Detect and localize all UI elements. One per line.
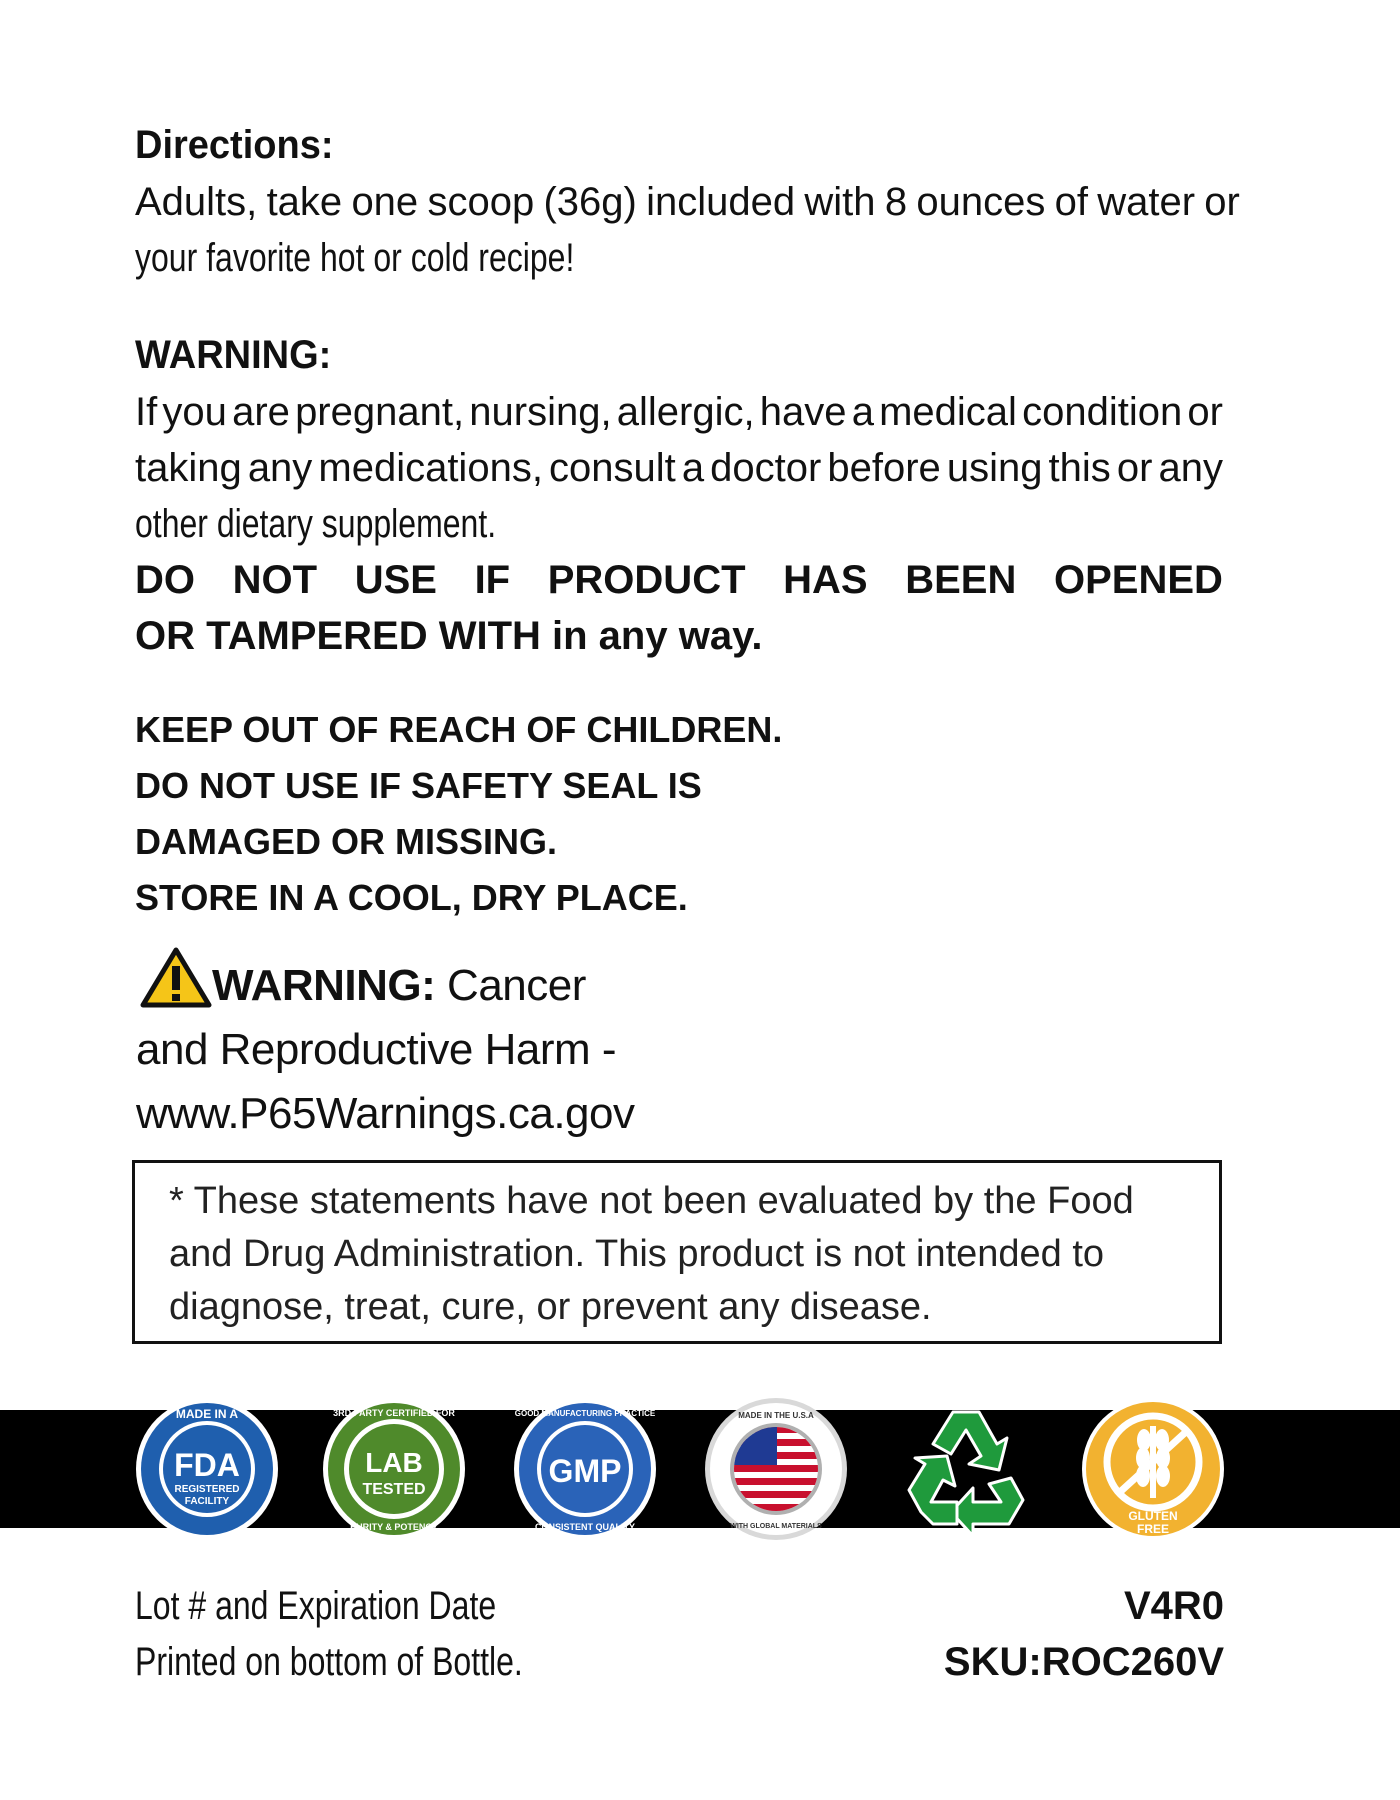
word: a — [851, 390, 874, 434]
word: are — [232, 390, 290, 434]
fda-sub2-text: FACILITY — [184, 1496, 230, 1507]
word: If — [135, 390, 158, 434]
tamper-line-2: OR TAMPERED WITH in any way. — [135, 614, 763, 658]
word: this — [1048, 446, 1111, 490]
recycle-icon — [893, 1396, 1039, 1542]
lab-tested-badge — [321, 1396, 467, 1542]
word: before — [827, 446, 941, 490]
prop65-line-2: and Reproductive Harm - — [136, 1025, 617, 1074]
word: DO — [135, 558, 195, 602]
word: you — [162, 390, 227, 434]
lab-main1-text: LAB — [365, 1447, 423, 1478]
word: taking — [135, 446, 242, 490]
product-codes — [944, 1578, 1224, 1690]
word: IF — [474, 558, 511, 602]
word: or — [1204, 180, 1240, 224]
word: or — [1187, 390, 1223, 434]
caution-section — [135, 702, 782, 926]
directions-section — [135, 120, 1240, 286]
word: using — [946, 446, 1043, 490]
gmp-bottom-text: CONSISTENT QUALITY — [534, 1522, 636, 1532]
word: consult — [549, 446, 676, 490]
tamper-line-1 — [135, 552, 1223, 608]
gmp-main-text: GMP — [548, 1453, 622, 1489]
word: PRODUCT — [547, 558, 746, 602]
version-code: V4R0 — [1123, 1584, 1224, 1628]
gluten-line2-text: FREE — [1136, 1522, 1170, 1536]
word: of — [1054, 180, 1088, 224]
word: one — [351, 180, 419, 224]
prop65-cancer: Cancer — [435, 961, 586, 1010]
usa-bottom-text: WITH GLOBAL MATERIALS — [730, 1523, 822, 1530]
lab-main2-text: TESTED — [362, 1481, 426, 1498]
caution-line: DO NOT USE IF SAFETY SEAL IS — [135, 765, 702, 806]
word: nursing, — [469, 390, 612, 434]
disclaimer-line: * These statements have not been evaluated by the Food — [169, 1180, 1134, 1222]
prop65-url: www.P65Warnings.ca.gov — [136, 1089, 635, 1138]
fda-disclaimer-box — [132, 1160, 1222, 1344]
lot-line-2: Printed on bottom of Bottle. — [135, 1640, 523, 1684]
word: ounces — [916, 180, 1046, 224]
word: a — [681, 446, 705, 490]
word: BEEN — [905, 558, 1017, 602]
disclaimer-line: diagnose, treat, cure, or prevent any disease. — [169, 1286, 932, 1328]
warning-line-3: other dietary supplement. — [135, 502, 497, 546]
directions-heading: Directions: — [135, 123, 334, 167]
caution-line: STORE IN A COOL, DRY PLACE. — [135, 877, 688, 918]
lot-line-1: Lot # and Expiration Date — [135, 1584, 497, 1628]
word: have — [759, 390, 847, 434]
word: doctor — [710, 446, 822, 490]
word: medications, — [318, 446, 543, 490]
word: NOT — [232, 558, 318, 602]
word: any — [1158, 446, 1223, 490]
word: 8 — [884, 180, 908, 224]
gmp-top-text: GOOD MANUFACTURING PRACTICE — [514, 1409, 656, 1418]
sku-code: SKU:ROC260V — [943, 1640, 1224, 1684]
disclaimer-line: and Drug Administration. This product is not intended to — [169, 1233, 1105, 1275]
disclaimer-text — [169, 1175, 1134, 1334]
caution-line: DAMAGED OR MISSING. — [135, 821, 558, 862]
fda-registered-badge — [134, 1396, 280, 1542]
prop65-warning — [136, 946, 634, 1146]
word: pregnant, — [295, 390, 465, 434]
word: (36g) — [543, 180, 637, 224]
fda-top-text: MADE IN A — [175, 1407, 239, 1421]
word: medical — [879, 390, 1017, 434]
warning-line-2 — [135, 440, 1223, 496]
word: Adults, — [135, 180, 258, 224]
word: OPENED — [1053, 558, 1223, 602]
word: HAS — [783, 558, 868, 602]
prop65-line-1 — [136, 946, 634, 1018]
word: allergic, — [616, 390, 755, 434]
usa-top-text: MADE IN THE U.S.A — [738, 1411, 814, 1420]
fda-main-text: FDA — [174, 1447, 240, 1483]
word: with — [804, 180, 876, 224]
directions-line-2: your favorite hot or cold recipe! — [135, 236, 575, 280]
warning-heading: WARNING: — [135, 333, 332, 377]
word: or — [1116, 446, 1153, 490]
directions-line-1 — [135, 174, 1240, 230]
fda-sub1-text: REGISTERED — [174, 1484, 240, 1495]
warning-line-1 — [135, 384, 1223, 440]
word: USE — [354, 558, 437, 602]
warning-section — [135, 330, 1223, 664]
caution-line: KEEP OUT OF REACH OF CHILDREN. — [135, 709, 783, 750]
word: water — [1097, 180, 1196, 224]
warning-triangle-icon — [140, 946, 212, 1008]
word: condition — [1022, 390, 1183, 434]
lot-info — [135, 1578, 620, 1690]
gluten-free-badge — [1080, 1396, 1226, 1542]
word: scoop — [427, 180, 535, 224]
prop65-label: WARNING: — [212, 961, 436, 1010]
word: take — [266, 180, 343, 224]
word: any — [247, 446, 313, 490]
gmp-badge — [512, 1396, 658, 1542]
lab-bottom-text: PURITY & POTENCY — [350, 1522, 438, 1532]
word: included — [646, 180, 796, 224]
gluten-line1-text: GLUTEN — [1128, 1509, 1178, 1523]
lab-top-text: 3RD PARTY CERTIFIED FOR — [333, 1408, 455, 1418]
made-in-usa-badge — [703, 1396, 849, 1542]
